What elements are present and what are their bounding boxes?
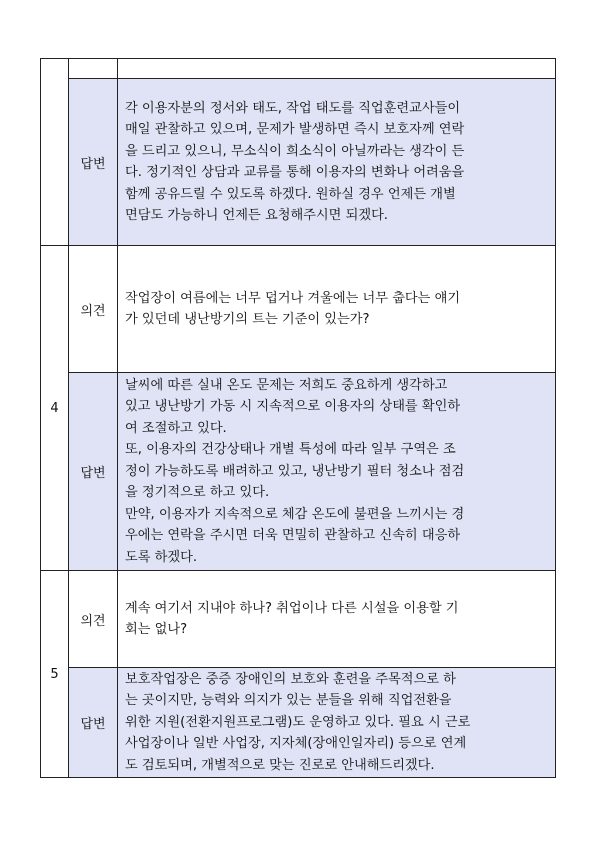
text-line: 사업장이나 일반 사업장, 지자체(장애인일자리) 등으로 연계 xyxy=(125,736,467,752)
table-row-q5-opinion xyxy=(41,571,556,668)
text-line: 매일 관찰하고 있으며, 문제가 발생하면 즉시 보호자께 연락 xyxy=(125,122,465,137)
qa-table xyxy=(40,58,556,778)
text-line: 가 있던데 냉난방기의 트는 기준이 있는가? xyxy=(125,312,370,327)
table-row-top-empty xyxy=(41,59,556,79)
answer-text xyxy=(118,668,556,778)
text-line: 는 곳이지만, 능력와 의지가 있는 분들을 위해 직업전환을 xyxy=(125,693,452,709)
text-line: 또, 이용자의 건강상태나 개별 특성에 따라 일부 구역은 조 xyxy=(125,442,456,458)
answer-text xyxy=(118,373,556,571)
text-line: 있고 냉난방기 가동 시 지속적으로 이용자의 상태를 확인하 xyxy=(125,399,461,415)
answer-text xyxy=(118,79,556,246)
text-line: 만약, 이용자가 지속적으로 체감 온도에 불편을 느끼시는 경 xyxy=(125,506,465,522)
answer-label: 답변 xyxy=(69,79,118,246)
text-line: 회는 없나? xyxy=(125,622,188,637)
text-line: 각 이용자분의 정서와 태도, 작업 태도를 직업훈련교사들이 xyxy=(125,100,461,116)
question-number: 4 xyxy=(41,246,69,571)
text-line: 정이 가능하도록 배려하고 있고, 냉난방기 필터 청소나 점검 xyxy=(125,463,465,479)
table-row-q4-answer xyxy=(41,373,556,571)
opinion-label: 의견 xyxy=(69,571,118,668)
text-line: 우에는 연락을 주시면 더욱 면밀히 관찰하고 신속히 대응하 xyxy=(125,528,461,544)
label-cell-empty xyxy=(69,59,118,79)
opinion-label: 의견 xyxy=(69,246,118,373)
text-cell-empty xyxy=(118,59,556,79)
text-line: 날씨에 따른 실내 온도 문제는 저희도 중요하게 생각하고 xyxy=(125,377,448,393)
text-line: 을 정기적으로 하고 있다. xyxy=(125,485,270,501)
text-line: 위한 지원(전환지원프로그램)도 운영하고 있다. 필요 시 근로 xyxy=(125,714,471,730)
text-line: 면담도 가능하니 언제든 요청해주시면 되겠다. xyxy=(125,208,389,223)
text-line: 을 드리고 있으니, 무소식이 희소식이 아닐까라는 생각이 든 xyxy=(125,143,465,159)
answer-label: 답변 xyxy=(69,373,118,571)
text-line: 계속 여기서 지내야 하나? 취업이나 다른 시설을 이용할 기 xyxy=(125,600,459,616)
text-line: 작업장이 여름에는 너무 덥거나 겨울에는 너무 춥다는 얘기 xyxy=(125,290,461,306)
text-line: 다. 정기적인 상담과 교류를 통해 이용자의 변화나 어려움을 xyxy=(125,165,465,180)
opinion-text xyxy=(118,246,556,373)
text-line: 도록 하겠다. xyxy=(125,549,198,565)
opinion-text xyxy=(118,571,556,668)
table-row-q4-opinion xyxy=(41,246,556,373)
answer-label: 답변 xyxy=(69,668,118,778)
table-row-answer-prev xyxy=(41,79,556,246)
text-line: 보호작업장은 중증 장애인의 보호와 훈련을 주목적으로 하 xyxy=(125,671,456,687)
text-line: 여 조절하고 있다. xyxy=(125,420,227,436)
table-row-q5-answer xyxy=(41,668,556,778)
question-number: 5 xyxy=(41,571,69,778)
text-line: 함께 공유드릴 수 있도록 하겠다. 원하실 경우 언제든 개별 xyxy=(125,186,456,202)
number-cell-prev xyxy=(41,59,69,246)
text-line: 도 검토되며, 개별적으로 맞는 진로로 안내해드리겠다. xyxy=(125,757,435,773)
